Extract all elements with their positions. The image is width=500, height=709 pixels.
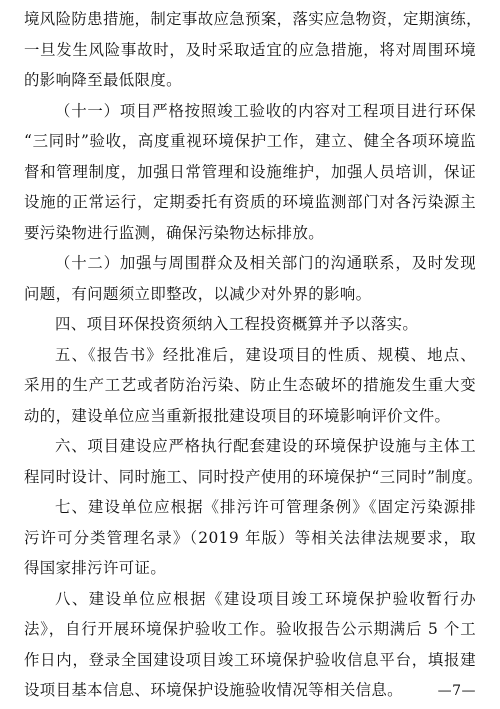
text-line: 一旦发生风险事故时，及时采取适宜的应急措施，将对周围环境: [24, 40, 476, 59]
text-line: 七、建设单位应根据《排污许可管理条例》《固定污染源排: [55, 498, 476, 516]
text-line: 的影响降至最低限度。: [24, 71, 182, 89]
paragraph-section-6: [24, 431, 483, 492]
text-line: “三同时”验收，高度重视环境保护工作，建立、健全各项环境监: [24, 132, 476, 150]
text-line: 问题，有问题须立即整改，以减少对外界的影响。: [24, 284, 372, 303]
text-line: 境风险防患措施，制定事故应急预案，落实应急物资，定期演练，: [24, 10, 482, 28]
text-line: 督和管理制度，加强日常管理和设施维护，加强人员培训，保证: [24, 162, 476, 181]
paragraph-section-7: [24, 492, 476, 584]
text-line: 法》，自行开展环境保护验收工作。验收报告公示期满后 5 个工: [24, 620, 476, 638]
paragraph-item-11: [24, 96, 476, 249]
text-line: 作日内，登录全国建设项目竣工环境保护验收信息平台，填报建: [24, 650, 476, 669]
paragraph-continuation: [24, 4, 482, 96]
text-line: 污许可分类管理名录》（2019 年版）等相关法律法规要求，取: [24, 528, 476, 547]
text-line: 采用的生产工艺或者防治污染、防止生态破坏的措施发生重大变: [24, 376, 476, 394]
document-body: [24, 4, 483, 706]
text-line: 八、建设单位应根据《建设项目竣工环境保护验收暂行办: [55, 589, 476, 608]
paragraph-section-4: [24, 309, 476, 340]
text-line: 六、项目建设应严格执行配套建设的环境保护设施与主体工: [55, 437, 476, 455]
text-line: 五、《报告书》经批准后，建设项目的性质、规模、地点、: [55, 345, 476, 364]
paragraph-section-5: [24, 340, 476, 432]
text-line: 得国家排污许可证。: [24, 559, 167, 577]
text-line: 四、项目环保投资须纳入工程投资概算并予以落实。: [55, 315, 419, 333]
text-line: 动的，建设单位应当重新报批建设项目的环境影响评价文件。: [24, 406, 451, 425]
text-line: （十一）项目严格按照竣工验收的内容对工程项目进行环保: [55, 101, 476, 120]
paragraph-item-12: [24, 248, 476, 309]
text-line: 要污染物进行监测，确保污染物达标排放。: [24, 223, 325, 242]
paragraph-section-8: [24, 584, 476, 706]
text-line: 设施的正常运行，定期委托有资质的环境监测部门对各污染源主: [24, 193, 476, 211]
page-number: —7—: [437, 683, 476, 699]
text-line: 设项目基本信息、环境保护设施验收情况等相关信息。: [24, 681, 403, 699]
text-line: 程同时设计、同时施工、同时投产使用的环境保护“三同时”制度。: [24, 467, 483, 486]
text-line: （十二）加强与周围群众及相关部门的沟通联系，及时发现: [55, 254, 476, 272]
